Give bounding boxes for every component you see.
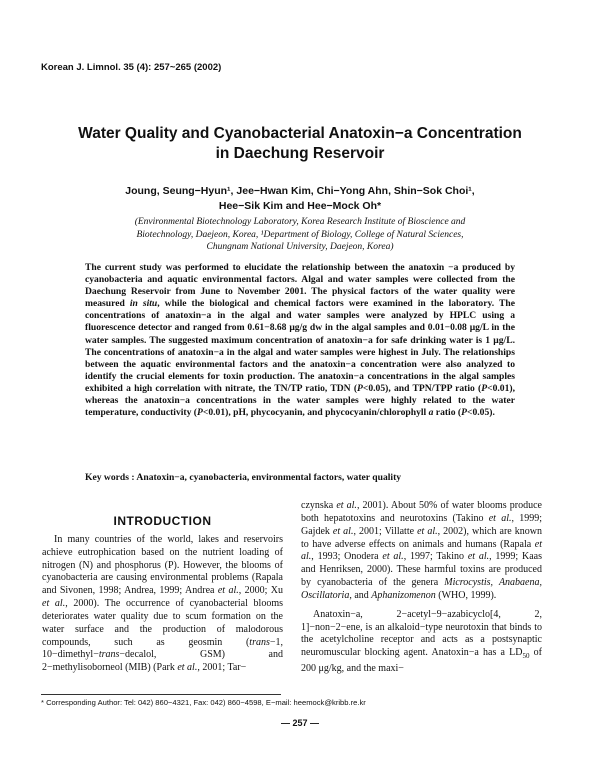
body-text: (WHO, 1999). (435, 589, 497, 601)
affiliation-line-2: Biotechnology, Daejeon, Korea, ¹Department of Biology, College of Natural Sciences, (136, 229, 464, 240)
left-column (42, 500, 283, 675)
citation-et-al: et al. (301, 538, 542, 563)
citation-et-al: et al. (336, 500, 357, 511)
intro-paragraph-2 (301, 609, 542, 676)
body-text: In many countries of the world, lakes and reservoirs achieve eutrophication based on the nutrient loading of nitrogen (N) and phosphorus (P). However, the blooms of cyanobacteria are causing environmental problems (Rapala and Sivonen, 1998; Andrea, 1999; Andrea (42, 533, 283, 597)
citation-et-al: et al. (177, 662, 198, 674)
intro-paragraph-1-continued (301, 500, 542, 603)
paper-title (40, 124, 560, 164)
body-text: , 2002), which are known to have adverse effects on animals and humans (Rapala (301, 525, 542, 550)
body-text: , 2001). About 50% of water blooms produce both hepatotoxins and neurotoxins (Takino (301, 500, 542, 524)
authors-line-2: Hee−Sik Kim and Hee−Mock Oh* (218, 200, 382, 212)
intro-paragraph-1 (42, 534, 283, 675)
abstract-text: , while the biological and chemical factors were examined in the laboratory. The concentrations of anatoxin−a in the algal and water samples were analyzed by HPLC using a fluorescence detector and ranged from 0.61−8.68 μg/g dw in the algal samples and 0.01−0.08 μg/L in the water samples. The suggested maximum concentration of anatoxin−a for safe drinking water is 1 μg/L. The concentrations of anatoxin−a in the algal and water samples were highest in July. The relationships between the aquatic environmental factors and the anatoxin−a concentration were also analyzed to identify the crucial elements for toxin production. The anatoxin−a concentrations in the algal samples exhibited a high correlation with nitrate, the TN/TP ratio, TDN ( (85, 298, 515, 394)
section-heading-introduction: INTRODUCTION (113, 514, 212, 528)
p-value-symbol: P (481, 382, 488, 394)
body-text: , 1999; Gajdek (301, 512, 543, 537)
citation-et-al: et al. (488, 512, 512, 524)
p-value-symbol: P (461, 407, 467, 419)
abstract-text: <0.01), whereas the anatoxin−a concentrations in the water samples were highly related to the water temperature, conductivity ( (85, 382, 515, 419)
authors-line-1: Joung, Seung−Hyun¹, Jee−Hwan Kim, Chi−Yong Ahn, Shin−Sok Choi¹, (125, 185, 475, 197)
body-text: , 2001; Villatte (353, 525, 418, 537)
body-text: , 1999; Kaas and Henriksen, 2000). These harmful toxins are produced by cyanobacteria of the genera (301, 551, 542, 589)
abstract-text: <0.05). (467, 407, 495, 419)
journal-reference: Korean J. Limnol. 35 (4): 257~265 (2002) (41, 62, 222, 73)
body-text: of 200 μg/kg, and the maxi− (301, 647, 542, 675)
abstract-text: ratio ( (433, 407, 462, 419)
abstract-text: The current study was performed to elucidate the relationship between the anatoxin −a produced by cyanobacteria and aquatic environmental factors. Algal and water samples were collected from the Daechung Reservoir from June to November 2001. The physical factors of the water quality were measured (85, 262, 515, 310)
abstract (85, 262, 515, 419)
genus-names: Microcystis, Anabaena, Oscillatoria (301, 577, 542, 601)
keywords: Key words : Anatoxin−a, cyanobacteria, environmental factors, water quality (85, 472, 402, 483)
body-text: Anatoxin−a, 2−acetyl−9−azabicyclo[4, 2, 1]−non−2−ene, is an alkaloid−type neurotoxin that binds to the acetylcholine receptor and acts as a postsynaptic neuromuscular blocking agent. Anatoxin−a has a LD (301, 608, 542, 659)
p-value-symbol: P (197, 407, 203, 419)
body-text: , and (349, 589, 372, 601)
body-text: , 1997; Takino (403, 551, 468, 563)
citation-et-al: et al. (42, 598, 66, 610)
abstract-text: <0.05), and TPN/TPP ratio ( (362, 382, 482, 394)
citation-et-al: et al. (382, 551, 404, 563)
corresponding-author-footnote: * Corresponding Author: Tel: 042) 860−4321, Fax: 042) 860−4598, E−mail: heemock@kribb.re.kr (41, 698, 366, 707)
right-column (301, 500, 542, 676)
body-text: , 2000). The occurrence of cyanobacterial blooms deteriorates water quality due to scum formation on the water surface and the production of malodorous compounds, such as geosmin ( (42, 598, 284, 648)
citation-et-al: et al. (332, 525, 354, 537)
abstract-italic: in situ (129, 298, 158, 310)
body-text: , 2000; Xu (238, 585, 284, 597)
body-text: , 1993; Onodera (311, 551, 383, 563)
affiliation-line-3: Chungnam National University, Daejeon, Korea) (206, 242, 394, 252)
title-line-1: Water Quality and Cyanobacterial Anatoxin−a Concentration (78, 125, 522, 142)
affiliations (60, 216, 540, 254)
affiliation-line-1: (Environmental Biotechnology Laboratory, Korea Research Institute of Bioscience and (134, 217, 466, 227)
citation-et-al: et al. (217, 585, 239, 597)
italic-term: trans (98, 649, 120, 661)
citation-et-al: et al. (467, 551, 490, 563)
body-text: czynska (301, 500, 337, 511)
body-text: −decalol, GSM) and 2−methylisoborneol (MIB) (Park (42, 649, 283, 674)
p-value-symbol: P (357, 382, 363, 394)
citation-et-al: et al. (417, 525, 438, 537)
body-text: , 2001; Tar− (197, 662, 247, 674)
title-line-2: in Daechung Reservoir (215, 145, 385, 162)
author-list (60, 184, 540, 214)
footnote-rule (41, 694, 281, 695)
body-text: −1, 10−dimethyl− (42, 636, 283, 661)
abstract-text: <0.01), pH, phycocyanin, and phycocyanin/chlorophyll (202, 407, 429, 419)
abstract-italic: a (428, 407, 434, 419)
page-number: — 257 — (280, 718, 320, 728)
genus-names: Aphanizomenon (371, 589, 436, 601)
ld50-subscript: 50 (522, 652, 530, 661)
italic-term: trans (249, 636, 270, 648)
